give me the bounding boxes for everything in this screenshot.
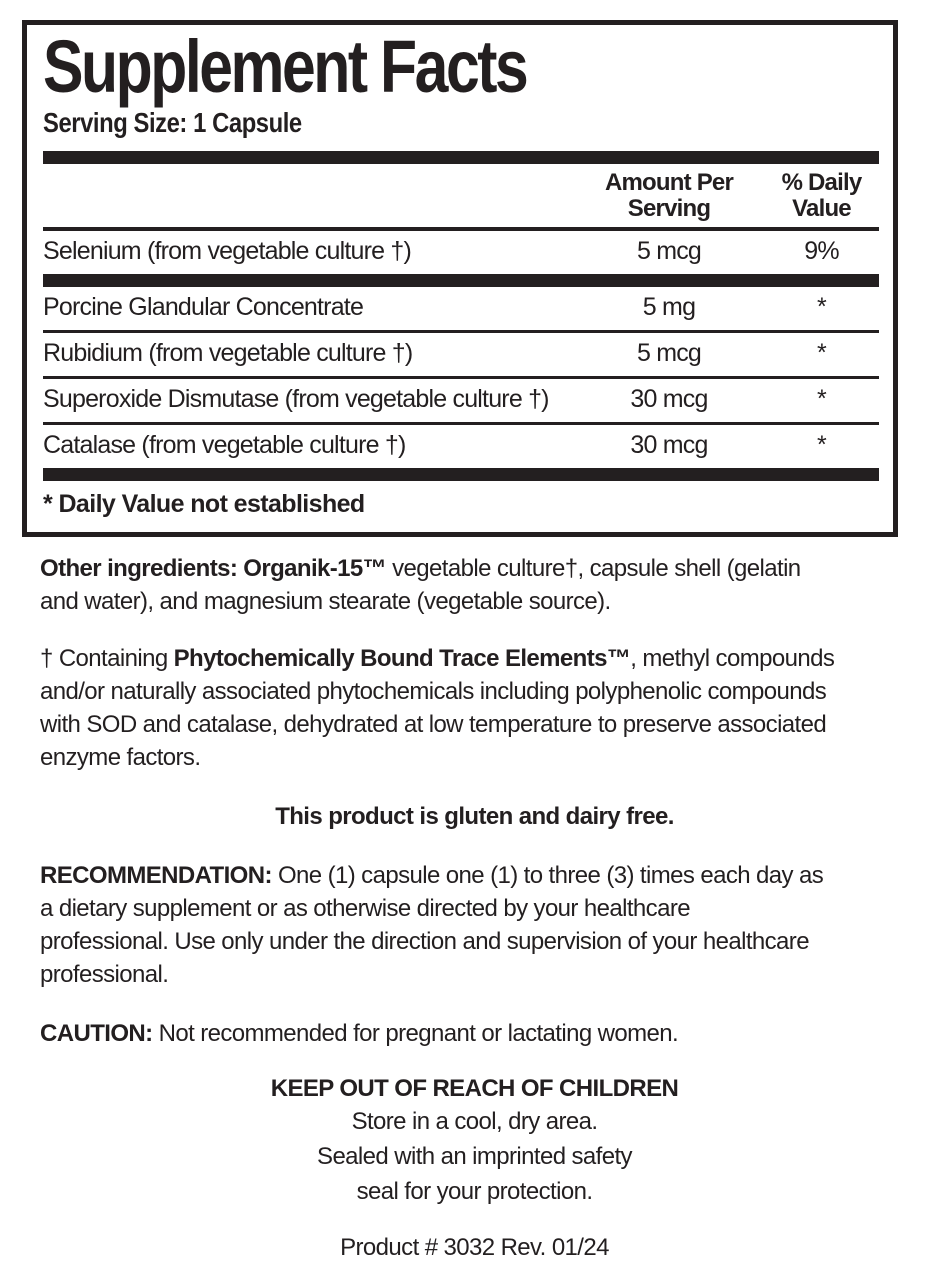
table-row-superoxide-dismutase: [43, 379, 879, 422]
containing-line4: enzyme factors.: [40, 744, 201, 771]
row-name: Selenium (from vegetable culture †): [43, 237, 412, 265]
row-name: Rubidium (from vegetable culture †): [43, 339, 413, 367]
serving-size: Serving Size: 1 Capsule: [43, 107, 302, 138]
facts-title: Supplement Facts: [43, 25, 527, 108]
header-dv-line2: Value: [792, 195, 851, 222]
recommendation-label: RECOMMENDATION:: [40, 862, 272, 889]
other-ingredients-label: Other ingredients: Organik-15™: [40, 555, 387, 582]
header-amount-per-serving: [574, 170, 764, 222]
keep-out-block: [40, 1074, 909, 1209]
table-row-porcine-glandular: [43, 287, 879, 330]
header-amount-line1: Amount Per: [604, 169, 733, 196]
trace-elements-brand: Phytochemically Bound Trace Elements™: [173, 645, 631, 672]
row-amount: 5 mg: [642, 293, 696, 321]
header-daily-value: [764, 170, 879, 222]
supplement-label: [0, 20, 933, 1260]
row-daily-value: *: [817, 293, 826, 321]
row-name: Porcine Glandular Concentrate: [43, 293, 364, 321]
seal-line1: Sealed with an imprinted safety: [317, 1143, 632, 1170]
gluten-dairy-free-note: This product is gluten and dairy free.: [275, 803, 674, 830]
row-amount: 5 mcg: [636, 339, 702, 367]
recommendation-line2: a dietary supplement or as otherwise directed by your healthcare: [40, 895, 690, 922]
table-row-rubidium: [43, 333, 879, 376]
row-name: Catalase (from vegetable culture †): [43, 431, 406, 459]
row-daily-value: *: [817, 339, 826, 367]
table-row-selenium: [43, 231, 879, 274]
storage-line: Store in a cool, dry area.: [351, 1108, 598, 1135]
other-ingredients-line1: Other ingredients: Organik-15™ vegetable culture†, capsule shell (gelatin: [40, 555, 801, 582]
row-amount: 5 mcg: [636, 237, 702, 265]
recommendation-line4: professional.: [40, 961, 169, 988]
divider-thick-top: [43, 151, 879, 164]
supplement-facts-panel: [22, 20, 898, 537]
facts-header-row: [43, 164, 879, 227]
label-body-copy: [0, 552, 933, 1263]
product-number-revision: Product # 3032 Rev. 01/24: [340, 1234, 609, 1261]
row-amount: 30 mcg: [630, 385, 708, 413]
containing-line3: with SOD and catalase, dehydrated at low temperature to preserve associated: [40, 711, 827, 738]
containing-line2: and/or naturally associated phytochemicals including polyphenolic compounds: [40, 678, 827, 705]
containing-line1: † Containing Phytochemically Bound Trace Elements™, methyl compounds: [40, 645, 835, 672]
caution-paragraph: CAUTION: Not recommended for pregnant or lactating women.: [40, 1020, 679, 1047]
recommendation-line3: professional. Use only under the direction and supervision of your healthcare: [40, 928, 809, 955]
divider-thick-mid: [43, 274, 879, 287]
containing-paragraph: [40, 642, 909, 774]
header-amount-line2: Serving: [627, 195, 711, 222]
seal-line2: seal for your protection.: [356, 1178, 593, 1205]
daily-value-footnote: * Daily Value not established: [43, 490, 365, 518]
row-amount: 30 mcg: [630, 431, 708, 459]
row-daily-value: *: [817, 385, 826, 413]
recommendation-line1: RECOMMENDATION: One (1) capsule one (1) to three (3) times each day as: [40, 862, 824, 889]
keep-out-heading: KEEP OUT OF REACH OF CHILDREN: [270, 1075, 679, 1102]
header-dv-line1: % Daily: [781, 169, 862, 196]
caution-label: CAUTION:: [40, 1020, 153, 1047]
other-ingredients-paragraph: [40, 552, 909, 618]
divider-thick-bottom: [43, 468, 879, 481]
other-ingredients-line2: and water), and magnesium stearate (vegetable source).: [40, 588, 611, 615]
table-row-catalase: [43, 425, 879, 468]
row-name: Superoxide Dismutase (from vegetable culture †): [43, 385, 549, 413]
row-daily-value: *: [817, 431, 826, 459]
row-daily-value: 9%: [804, 237, 839, 265]
recommendation-paragraph: [40, 859, 909, 991]
